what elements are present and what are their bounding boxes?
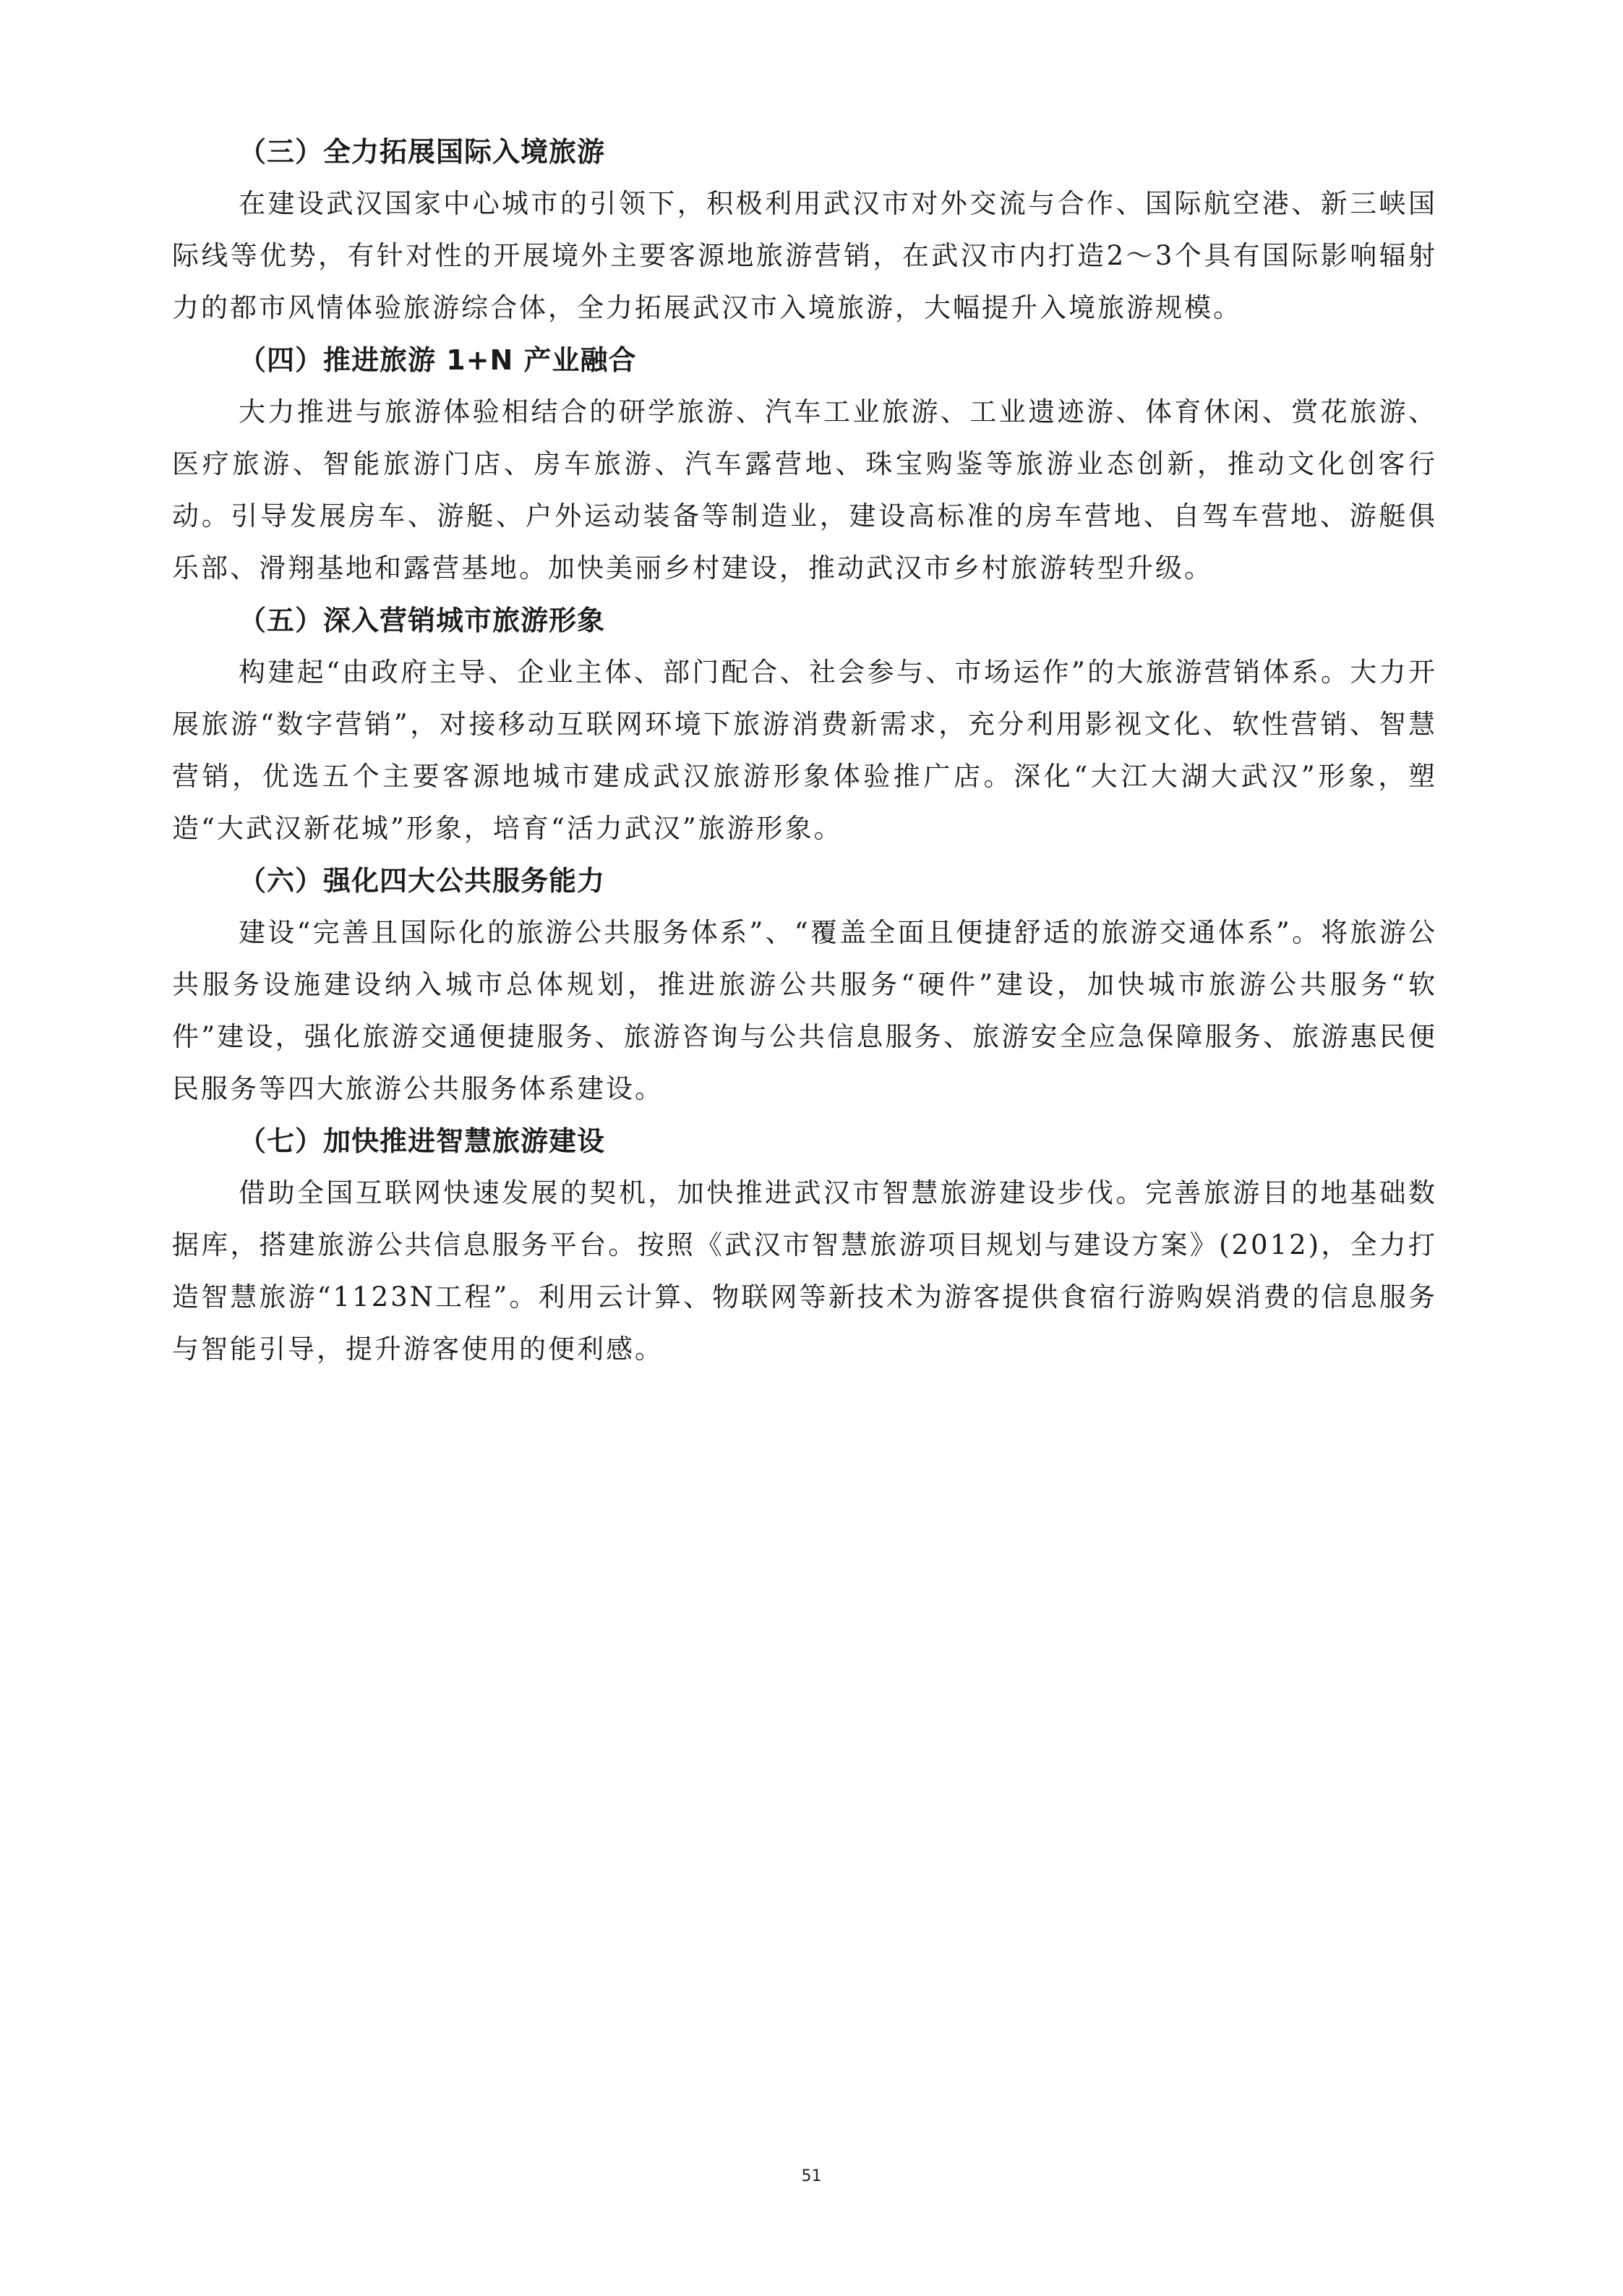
section-heading-5: （五）深入营销城市旅游形象	[239, 605, 606, 636]
section-body-6: 建设“完善且国际化的旅游公共服务体系”、“覆盖全面且便捷舒适的旅游交通体系”。将旅游公共服务设施建设纳入城市总体规划，推进旅游公共服务“硬件”建设，加快城市旅游公共服务“软件”建设，强化旅游交通便捷服务、旅游咨询与公共信息服务、旅游安全应急保障服务、旅游惠民便民服务等四大旅游公共服务体系建设。	[172, 917, 1437, 1104]
section-heading-7: （七）加快推进智慧旅游建设	[239, 1125, 606, 1157]
page-number: 51	[801, 2167, 822, 2185]
section-body-5: 构建起“由政府主导、企业主体、部门配合、社会参与、市场运作”的大旅游营销体系。大力开展旅游“数字营销”，对接移动互联网环境下旅游消费新需求，充分利用影视文化、软性营销、智慧营销，优选五个主要客源地城市建成武汉旅游形象体验推广店。深化“大江大湖大武汉”形象，塑造“大武汉新花城”形象，培育“活力武汉”旅游形象。	[172, 657, 1437, 844]
section-heading-3: （三）全力拓展国际入境旅游	[239, 136, 606, 168]
section-body-4: 大力推进与旅游体验相结合的研学旅游、汽车工业旅游、工业遗迹游、体育休闲、赏花旅游、医疗旅游、智能旅游门店、房车旅游、汽车露营地、珠宝购鉴等旅游业态创新，推动文化创客行动。引导发展房车、游艇、户外运动装备等制造业，建设高标准的房车营地、自驾车营地、游艇俱乐部、滑翔基地和露营基地。加快美丽乡村建设，推动武汉市乡村旅游转型升级。	[172, 396, 1437, 584]
section-heading-4: （四）推进旅游 1+N 产业融合	[239, 344, 637, 376]
section-body-3: 在建设武汉国家中心城市的引领下，积极利用武汉市对外交流与合作、国际航空港、新三峡国际线等优势，有针对性的开展境外主要客源地旅游营销，在武汉市内打造2～3个具有国际影响辐射力的都市风情体验旅游综合体，全力拓展武汉市入境旅游，大幅提升入境旅游规模。	[172, 188, 1437, 323]
section-heading-6: （六）强化四大公共服务能力	[239, 865, 606, 897]
section-body-7: 借助全国互联网快速发展的契机，加快推进武汉市智慧旅游建设步伐。完善旅游目的地基础数据库，搭建旅游公共信息服务平台。按照《武汉市智慧旅游项目规划与建设方案》(2012)，全力打造智慧旅游“1123N工程”。利用云计算、物联网等新技术为游客提供食宿行游购娱消费的信息服务与智能引导，提升游客使用的便利感。	[172, 1177, 1437, 1365]
